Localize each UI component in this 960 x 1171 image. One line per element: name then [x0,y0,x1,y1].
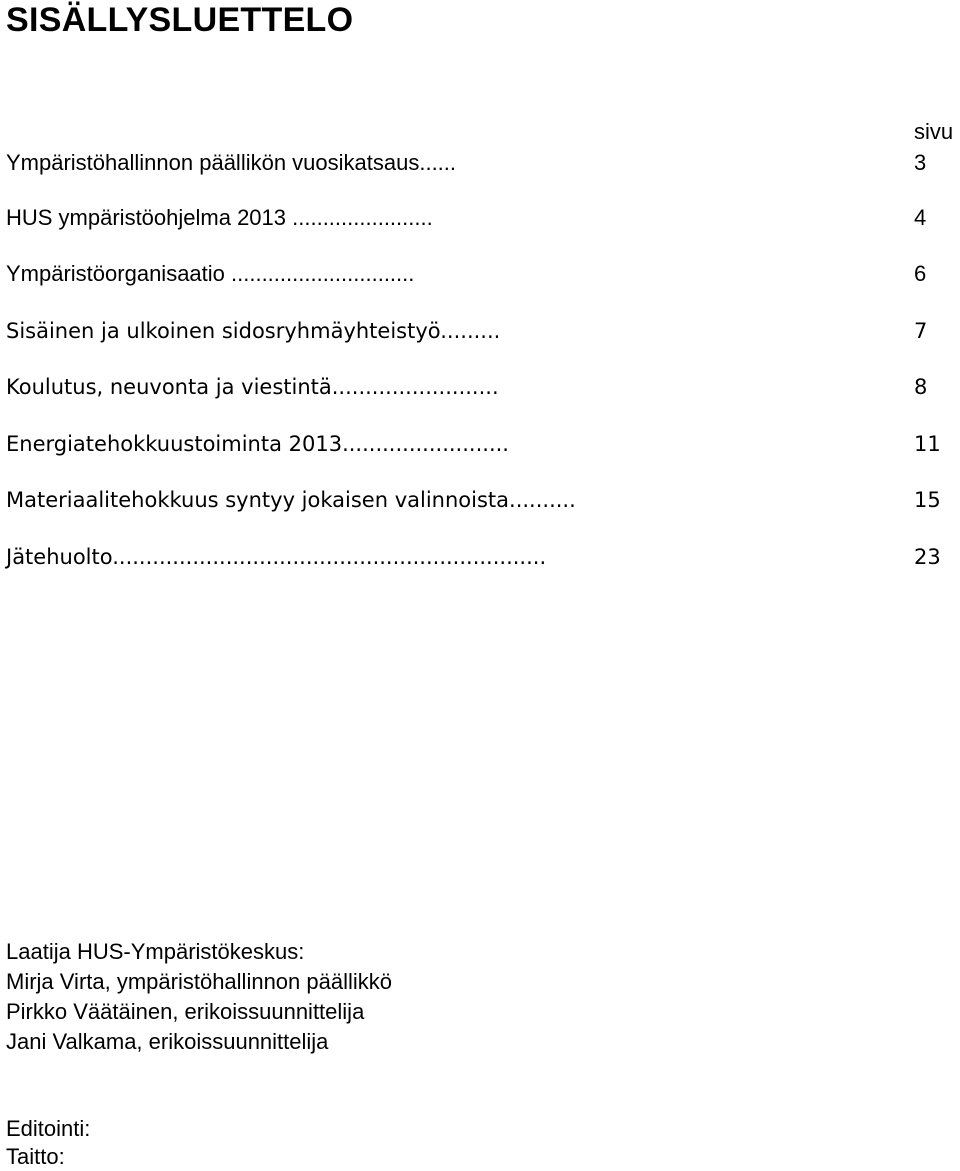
credits-line: Jani Valkama, erikoissuunnittelija [6,1029,329,1054]
toc-entry [6,485,956,515]
toc-entry-page: 23 [914,545,941,569]
toc-entry [6,259,956,289]
toc-entry [6,542,956,572]
layout-label: Taitto: [6,1144,65,1169]
toc-entry-page: 7 [914,319,928,343]
toc-entry-title: Koulutus, neuvonta ja viestintä......................... [6,375,499,399]
credits-line: Pirkko Väätäinen, erikoissuunnittelija [6,999,365,1024]
production-block [6,1115,90,1171]
editing-label: Editointi: [6,1116,91,1141]
toc-entry [6,148,956,178]
toc-entry-title: Energiatehokkuustoiminta 2013......................... [6,432,509,456]
credits-heading: Laatija HUS-Ympäristökeskus: [6,939,305,964]
page-column-label: sivu [914,119,954,144]
toc-entry-title: HUS ympäristöohjelma 2013 ....................... [6,205,433,230]
toc-entry-page: 4 [914,205,927,230]
toc-entry-page: 6 [914,261,927,286]
toc-entry [6,316,956,346]
toc-entry-page: 15 [914,488,941,512]
toc-entry [6,203,956,233]
toc-entry [6,429,956,459]
credits-line: Mirja Virta, ympäristöhallinnon päällikkö [6,969,392,994]
credits-block [6,937,392,1057]
toc-entry-title: Jätehuolto................................................................. [6,545,547,569]
toc-entry-page: 8 [914,375,928,399]
page-title: SISÄLLYSLUETTELO [6,1,354,39]
toc-entry-title: Ympäristöhallinnon päällikön vuosikatsaus...... [6,150,457,175]
toc-entry-title: Sisäinen ja ulkoinen sidosryhmäyhteistyö......... [6,319,501,343]
toc-entry-title: Materiaalitehokkuus syntyy jokaisen valinnoista.......... [6,488,576,512]
toc-entry-page: 11 [914,432,941,456]
toc-entry-title: Ympäristöorganisaatio .............................. [6,261,415,286]
toc-entry-page: 3 [914,150,927,175]
toc-entry [6,372,956,402]
